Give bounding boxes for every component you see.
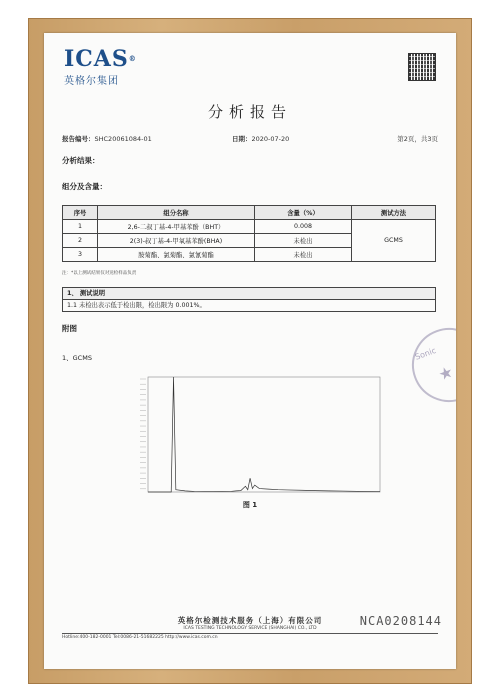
chromatogram-svg bbox=[118, 373, 384, 498]
row-component: 2,6-二叔丁基-4-甲基苯酚（BHT） bbox=[98, 220, 255, 234]
test-notes bbox=[62, 287, 436, 312]
logo-wordmark: ICAS® bbox=[64, 46, 137, 72]
results-table bbox=[62, 205, 436, 262]
row-no: 2 bbox=[63, 234, 98, 248]
row-amount: 0.008 bbox=[255, 220, 352, 234]
company-seal bbox=[402, 318, 456, 413]
table-footnote: 注：*以上测试结果仅对送检样品负责 bbox=[62, 271, 137, 276]
report-meta bbox=[62, 134, 438, 146]
page-number: 第2页，共3页 bbox=[397, 135, 438, 143]
notes-body: 1.1 未检出表示低于检出限，检出限为 0.001%。 bbox=[67, 302, 206, 309]
seal-text: Sonic bbox=[413, 345, 438, 362]
notes-heading: 1、 测试说明 bbox=[63, 288, 435, 300]
logo-chinese-name: 英格尔集团 bbox=[64, 76, 119, 87]
components-heading: 组分及含量： bbox=[62, 182, 107, 191]
seal-star-icon: ★ bbox=[435, 361, 456, 385]
header-no: 序号 bbox=[63, 206, 98, 220]
table-row bbox=[63, 220, 436, 234]
row-no: 3 bbox=[63, 248, 98, 262]
footer-company-cn: 英格尔检测技术服务（上海）有限公司 bbox=[177, 616, 323, 625]
row-amount: 未检出 bbox=[255, 234, 352, 248]
qr-code-icon bbox=[408, 53, 436, 81]
figure-caption: 图 1 bbox=[242, 501, 258, 509]
header-component: 组分名称 bbox=[98, 206, 255, 220]
row-amount: 未检出 bbox=[255, 248, 352, 262]
document-title: 分析报告 bbox=[207, 103, 292, 121]
company-logo bbox=[64, 48, 174, 88]
serial-number: NCA0208144 bbox=[359, 614, 442, 628]
row-component: 2(3)-叔丁基-4-甲氧基苯酚(BHA) bbox=[98, 234, 255, 248]
results-heading: 分析结果： bbox=[62, 156, 100, 165]
header-method: 测试方法 bbox=[352, 206, 436, 220]
chromatogram-trace bbox=[148, 377, 380, 492]
footer-divider bbox=[62, 633, 438, 634]
report-date: 日期：2020-07-20 bbox=[232, 135, 290, 143]
gcms-chromatogram bbox=[118, 373, 384, 498]
report-page bbox=[44, 33, 456, 669]
plot-frame bbox=[148, 377, 380, 492]
table-header-row bbox=[63, 206, 436, 220]
footer-contact: Hotline:400-182-0001 Tel:0086-21-51682225 http://www.icas.com.cn bbox=[62, 635, 218, 640]
row-component: 胺菊酯、氯菊酯、氯氰菊酯 bbox=[98, 248, 255, 262]
test-method: GCMS bbox=[352, 220, 436, 262]
appendix-heading: 附图 bbox=[62, 324, 77, 333]
report-number: 报告编号：SHC20061084-01 bbox=[62, 135, 152, 143]
row-no: 1 bbox=[63, 220, 98, 234]
header-amount: 含量（%） bbox=[255, 206, 352, 220]
appendix-gcms: 1、GCMS bbox=[62, 354, 92, 362]
footer-company-en: ICAS TESTING TECHNOLOGY SERVICE (SHANGHAI) CO., LTD bbox=[183, 626, 317, 631]
